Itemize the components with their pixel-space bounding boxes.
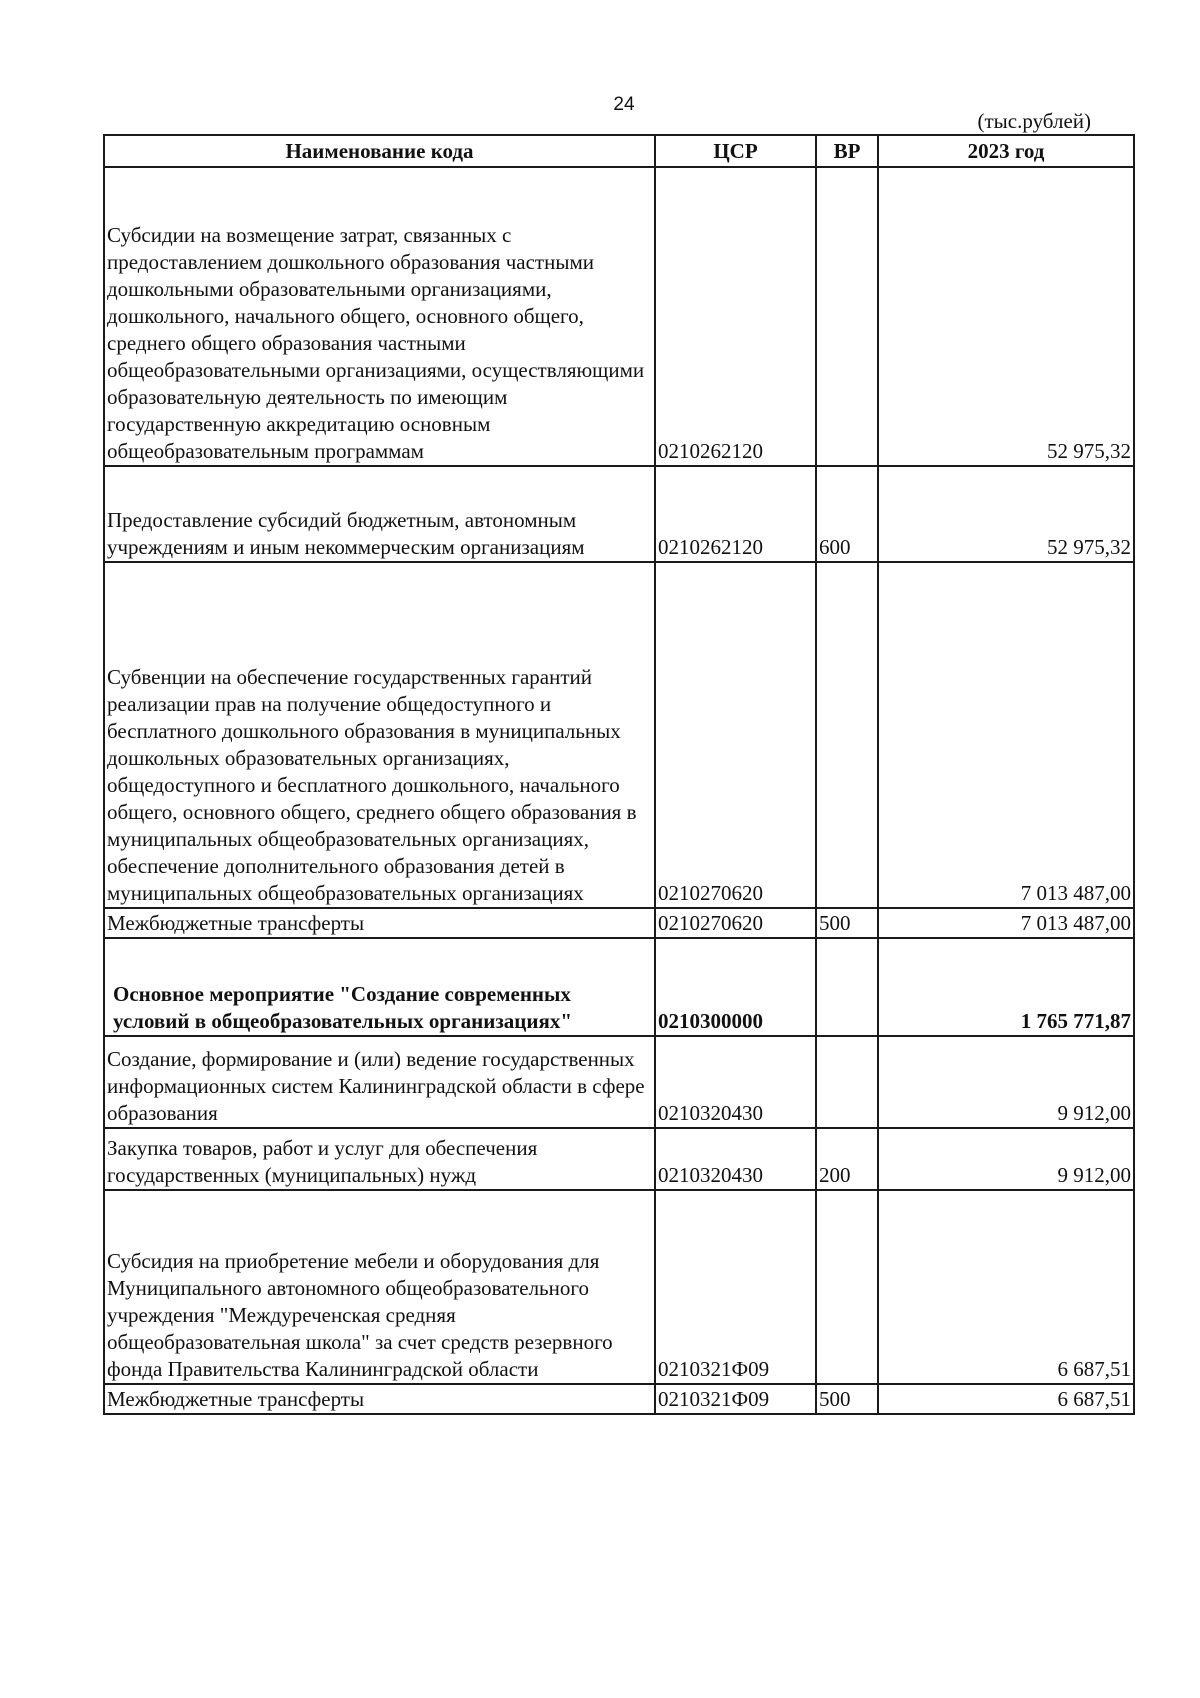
row-name: Субсидия на приобретение мебели и оборудования для Муниципального автономного общеобразовательного учреждения "Междуреченская средняя общеобразовательная школа" за счет средств резервного фонда Правительства Калининградской области xyxy=(104,1190,655,1384)
row-name: Основное мероприятие "Создание современных условий в общеобразовательных организациях" xyxy=(104,938,655,1036)
table-row xyxy=(104,1190,1134,1384)
row-vr: 200 xyxy=(816,1128,878,1190)
header-year: 2023 год xyxy=(878,135,1134,167)
row-name: Субсидии на возмещение затрат, связанных с предоставлением дошкольного образования частными дошкольными образовательными организациями, дошкольного, начального общего, основного общего, среднего общего образования частными общеобразовательными организациями, осуществляющими образовательную деятельность по имеющим государственную аккредитацию основным общеобразовательным программам xyxy=(104,167,655,466)
row-csr: 0210320430 xyxy=(655,1128,816,1190)
row-vr: 500 xyxy=(816,1384,878,1414)
row-name: Создание, формирование и (или) ведение государственных информационных систем Калининградской области в сфере образования xyxy=(104,1036,655,1128)
row-sum: 9 912,00 xyxy=(878,1128,1134,1190)
table-row xyxy=(104,1128,1134,1190)
table-row xyxy=(104,466,1134,562)
row-csr: 0210320430 xyxy=(655,1036,816,1128)
row-vr xyxy=(816,1190,878,1384)
table-row xyxy=(104,1036,1134,1128)
row-name: Межбюджетные трансферты xyxy=(104,908,655,938)
row-csr: 0210262120 xyxy=(655,466,816,562)
row-csr: 0210262120 xyxy=(655,167,816,466)
row-sum: 52 975,32 xyxy=(878,167,1134,466)
table-row xyxy=(104,562,1134,908)
units-label: (тыс.рублей) xyxy=(977,109,1091,133)
row-sum: 1 765 771,87 xyxy=(878,938,1134,1036)
page-number: 24 xyxy=(613,94,635,115)
row-sum: 6 687,51 xyxy=(878,1384,1134,1414)
table-header-row xyxy=(104,135,1134,167)
row-csr: 0210321Ф09 xyxy=(655,1190,816,1384)
table-row xyxy=(104,938,1134,1036)
row-sum: 7 013 487,00 xyxy=(878,562,1134,908)
table-row xyxy=(104,167,1134,466)
row-csr: 0210321Ф09 xyxy=(655,1384,816,1414)
row-csr: 0210300000 xyxy=(655,938,816,1036)
row-name: Субвенции на обеспечение государственных гарантий реализации прав на получение общедоступного и бесплатного дошкольного образования в муниципальных дошкольных образовательных организациях, общедоступного и бесплатного дошкольного, начального общего, основного общего, среднего общего образования в муниципальных общеобразовательных организациях, обеспечение дополнительного образования детей в муниципальных общеобразовательных организациях xyxy=(104,562,655,908)
row-vr xyxy=(816,167,878,466)
header-name: Наименование кода xyxy=(104,135,655,167)
row-name: Закупка товаров, работ и услуг для обеспечения государственных (муниципальных) нужд xyxy=(104,1128,655,1190)
budget-table xyxy=(103,134,1135,1415)
row-vr xyxy=(816,562,878,908)
row-sum: 9 912,00 xyxy=(878,1036,1134,1128)
row-vr: 600 xyxy=(816,466,878,562)
row-sum: 52 975,32 xyxy=(878,466,1134,562)
table-row xyxy=(104,908,1134,938)
row-vr xyxy=(816,1036,878,1128)
table-row xyxy=(104,1384,1134,1414)
row-vr xyxy=(816,938,878,1036)
row-csr: 0210270620 xyxy=(655,562,816,908)
row-name: Межбюджетные трансферты xyxy=(104,1384,655,1414)
row-sum: 6 687,51 xyxy=(878,1190,1134,1384)
row-vr: 500 xyxy=(816,908,878,938)
row-name: Предоставление субсидий бюджетным, автономным учреждениям и иным некоммерческим организациям xyxy=(104,466,655,562)
header-csr: ЦСР xyxy=(655,135,816,167)
row-csr: 0210270620 xyxy=(655,908,816,938)
header-vr: ВР xyxy=(816,135,878,167)
row-sum: 7 013 487,00 xyxy=(878,908,1134,938)
